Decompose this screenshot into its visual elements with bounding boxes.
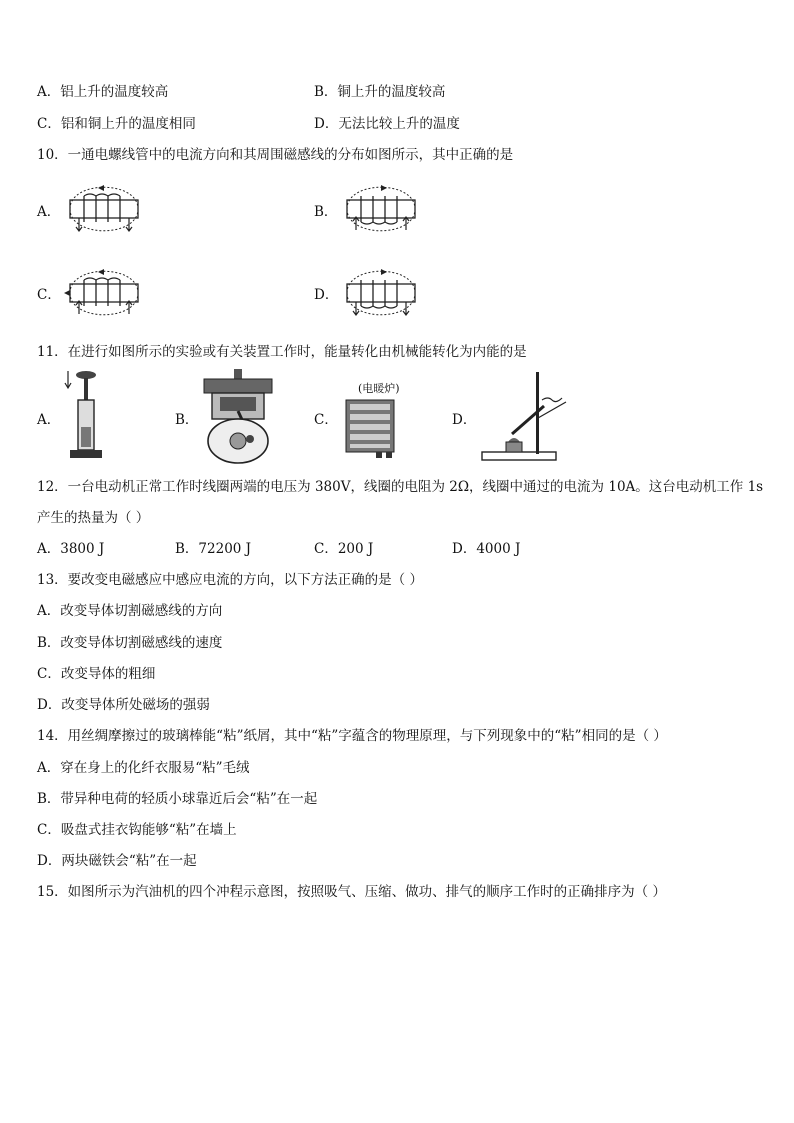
q12-option-b: B．72200 J: [175, 541, 252, 557]
q11-option-d-label: D．: [452, 412, 477, 428]
q10-stem: 10．一通电螺线管中的电流方向和其周围磁感线的分布如图所示，其中正确的是: [37, 147, 514, 163]
electric-heater-figure: [342, 398, 398, 460]
q14-stem: 14．用丝绸摩擦过的玻璃棒能“粘”纸屑，其中“粘”字蕴含的物理原理，与下列现象中的“粘”相同的是（ ）: [37, 728, 667, 744]
q10-option-a-label: A．: [37, 204, 61, 220]
q12-option-c: C．200 J: [314, 541, 374, 557]
q10-option-b-label: B．: [314, 204, 338, 220]
heater-caption: (电暖炉): [358, 382, 400, 395]
q13-option-c: C．改变导体的粗细: [37, 666, 156, 682]
q10-option-d-label: D．: [314, 287, 339, 303]
q14-option-c: C．吸盘式挂衣钩能够“粘”在墙上: [37, 822, 237, 838]
q14-option-b: B．带异种电荷的轻质小球靠近后会“粘”在一起: [37, 791, 318, 807]
q15-stem: 15．如图所示为汽油机的四个冲程示意图，按照吸气、压缩、做功、排气的顺序工作时的正确排序为（ ）: [37, 884, 666, 900]
solenoid-figure-b: [339, 178, 423, 240]
q10-option-c-label: C．: [37, 287, 61, 303]
solenoid-figure-a: [62, 178, 146, 240]
fire-piston-figure: [60, 367, 104, 463]
q12-option-d: D．4000 J: [452, 541, 521, 557]
engine-cylinder-figure: [198, 367, 278, 467]
q14-option-d: D．两块磁铁会“粘”在一起: [37, 853, 197, 869]
q13-option-a: A．改变导体切割磁感线的方向: [37, 603, 223, 619]
q11-stem: 11．在进行如图所示的实验或有关装置工作时，能量转化由机械能转化为内能的是: [37, 344, 527, 360]
q12-stem-line2: 产生的热量为（ ）: [37, 510, 150, 526]
q9-option-c: C．铝和铜上升的温度相同: [37, 116, 196, 132]
q11-option-c-label: C．: [314, 412, 338, 428]
q14-option-a: A．穿在身上的化纤衣服易“粘”毛绒: [37, 760, 250, 776]
q11-option-a-label: A．: [37, 412, 61, 428]
q12-option-a: A．3800 J: [37, 541, 105, 557]
heating-test-tube-figure: [478, 370, 574, 464]
q13-option-d: D．改变导体所处磁场的强弱: [37, 697, 210, 713]
q11-option-b-label: B．: [175, 412, 199, 428]
solenoid-figure-d: [339, 262, 423, 324]
q9-option-a: A．铝上升的温度较高: [37, 84, 169, 100]
solenoid-figure-c: [62, 262, 146, 324]
q13-option-b: B．改变导体切割磁感线的速度: [37, 635, 223, 651]
q9-option-d: D．无法比较上升的温度: [314, 116, 460, 132]
q12-stem-line1: 12．一台电动机正常工作时线圈两端的电压为 380V，线圈的电阻为 2Ω，线圈中通过的电流为 10A。这台电动机工作 1s: [37, 479, 764, 495]
q9-option-b: B．铜上升的温度较高: [314, 84, 446, 100]
q13-stem: 13．要改变电磁感应中感应电流的方向，以下方法正确的是（ ）: [37, 572, 423, 588]
